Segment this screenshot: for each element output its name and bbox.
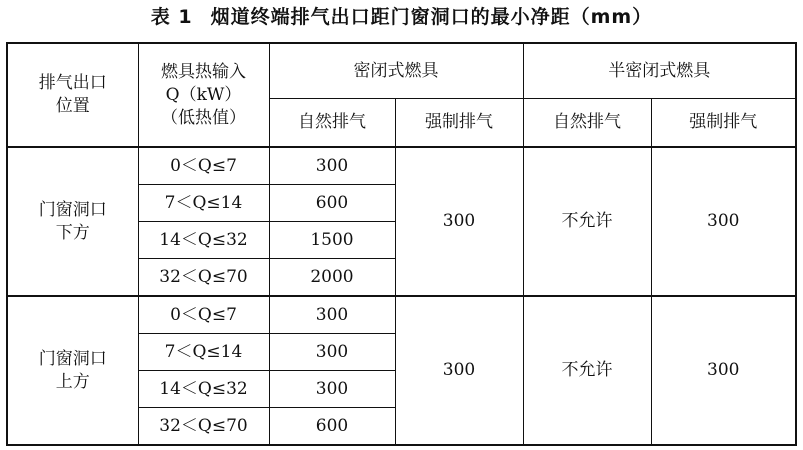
heat-range: 7＜Q≤14 <box>138 185 269 222</box>
sealed-natural-value: 300 <box>269 334 395 371</box>
header-heat-input <box>138 43 269 147</box>
clearance-table <box>6 42 797 446</box>
table-row <box>7 296 796 334</box>
table-row <box>7 147 796 185</box>
header-row-1 <box>7 43 796 99</box>
semi-natural-value: 不允许 <box>523 296 651 445</box>
header-heat-line-1: 燃具热输入 <box>161 61 246 82</box>
header-sealed-natural: 自然排气 <box>269 99 395 148</box>
position-above-line-1: 门窗洞口 <box>38 348 107 369</box>
position-above <box>7 296 138 445</box>
sealed-natural-value: 300 <box>269 147 395 185</box>
header-sealed: 密闭式燃具 <box>269 43 523 99</box>
header-semi-sealed: 半密闭式燃具 <box>523 43 796 99</box>
semi-forced-value: 300 <box>651 296 796 445</box>
header-sealed-forced: 强制排气 <box>395 99 523 148</box>
sealed-natural-value: 300 <box>269 371 395 408</box>
heat-range: 14＜Q≤32 <box>138 222 269 259</box>
sealed-forced-value: 300 <box>395 147 523 296</box>
sealed-natural-value: 600 <box>269 185 395 222</box>
header-semi-natural: 自然排气 <box>523 99 651 148</box>
position-below-line-1: 门窗洞口 <box>38 199 107 220</box>
position-below <box>7 147 138 296</box>
table-number: 表 1 <box>150 6 193 28</box>
position-below-line-2: 下方 <box>55 222 90 243</box>
semi-forced-value: 300 <box>651 147 796 296</box>
header-position <box>7 43 138 147</box>
heat-range: 32＜Q≤70 <box>138 259 269 297</box>
table-title: 烟道终端排气出口距门窗洞口的最小净距（mm） <box>210 6 653 28</box>
header-position-line-1: 排气出口 <box>38 73 107 93</box>
heat-range: 32＜Q≤70 <box>138 408 269 446</box>
semi-natural-value: 不允许 <box>523 147 651 296</box>
sealed-natural-value: 600 <box>269 408 395 446</box>
table-caption <box>0 4 803 30</box>
heat-range: 0＜Q≤7 <box>138 296 269 334</box>
header-position-line-2: 位置 <box>55 96 90 116</box>
sealed-forced-value: 300 <box>395 296 523 445</box>
heat-range: 14＜Q≤32 <box>138 371 269 408</box>
position-above-line-2: 上方 <box>55 371 90 392</box>
header-heat-line-2: Q（kW） <box>165 84 242 105</box>
heat-range: 0＜Q≤7 <box>138 147 269 185</box>
heat-range: 7＜Q≤14 <box>138 334 269 371</box>
sealed-natural-value: 1500 <box>269 222 395 259</box>
header-semi-forced: 强制排气 <box>651 99 796 148</box>
sealed-natural-value: 300 <box>269 296 395 334</box>
header-heat-line-3: （低热值） <box>161 107 246 128</box>
sealed-natural-value: 2000 <box>269 259 395 297</box>
